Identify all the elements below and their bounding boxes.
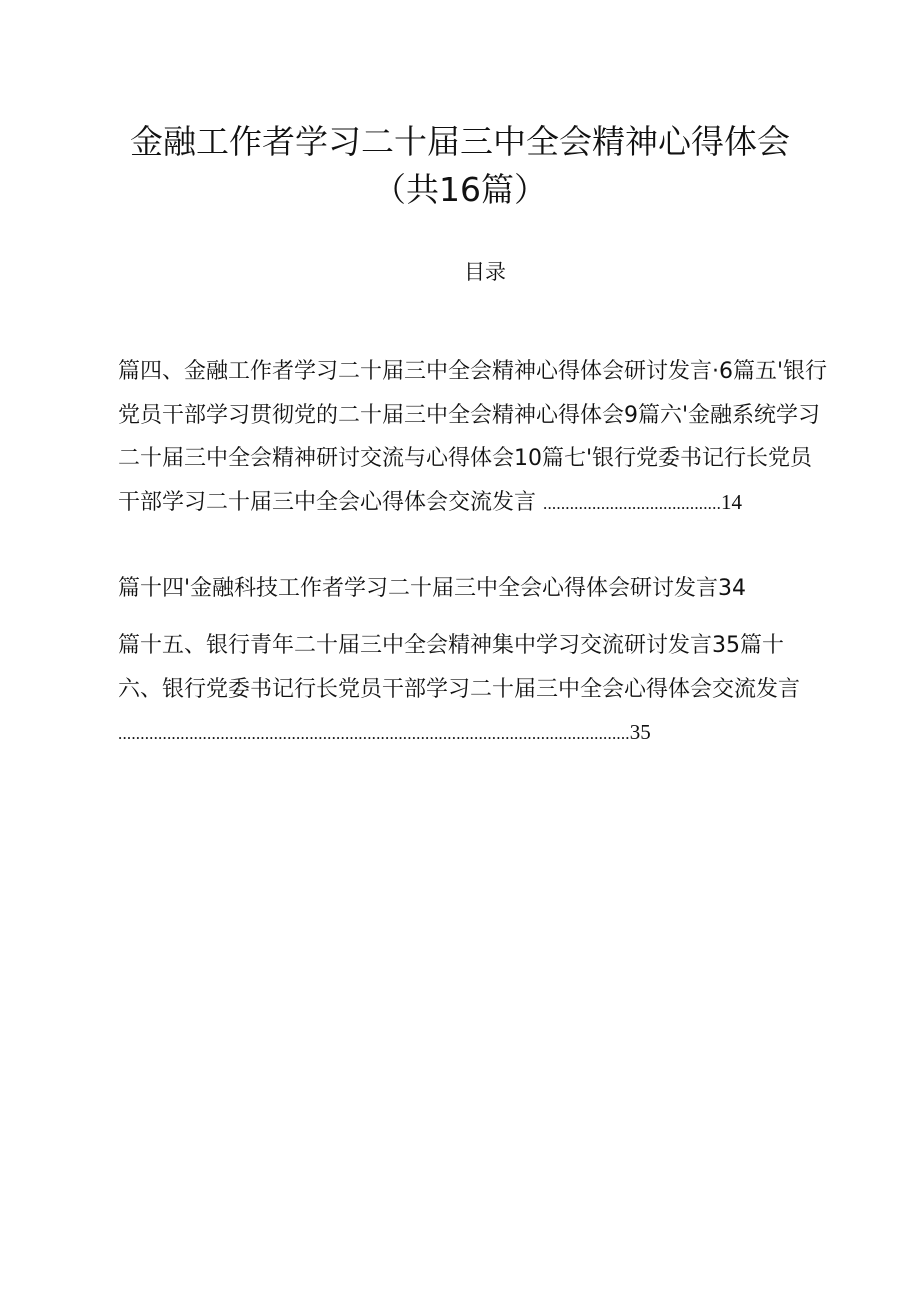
toc-entry-text: 干部学习二十届三中全会心得体会交流发言 [118,490,537,515]
toc-heading: 目录 [464,260,506,284]
toc-leader-dots: ................................................................................................................... [118,724,630,743]
toc-entry-line[interactable]: 篇四、金融工作者学习二十届三中全会精神心得体会研讨发言·6篇五'银行 [118,359,828,384]
toc-entry-line[interactable] [118,487,742,519]
toc-leader-dots: ........................................ [543,494,722,513]
toc-page-number: 35 [629,720,651,744]
toc-entry-line[interactable]: 篇十五、银行青年二十届三中全会精神集中学习交流研讨发言35篇十 [118,633,784,658]
document-title-line-2: （共16篇） [373,170,547,209]
toc-page-number: 14 [721,490,743,514]
toc-entry-line[interactable]: 篇十四'金融科技工作者学习二十届三中全会心得体会研讨发言34 [118,576,747,601]
toc-entry-line[interactable] [118,717,651,749]
toc-entry-line[interactable]: 六、银行党委书记行长党员干部学习二十届三中全会心得体会交流发言 [118,677,801,702]
document-title-line-1: 金融工作者学习二十届三中全会精神心得体会 [130,122,790,161]
toc-entry-line[interactable]: 二十届三中全会精神研讨交流与心得体会10篇七'银行党委书记行长党员 [118,446,813,471]
toc-entry-line[interactable]: 党员干部学习贯彻党的二十届三中全会精神心得体会9篇六'金融系统学习 [118,403,821,428]
